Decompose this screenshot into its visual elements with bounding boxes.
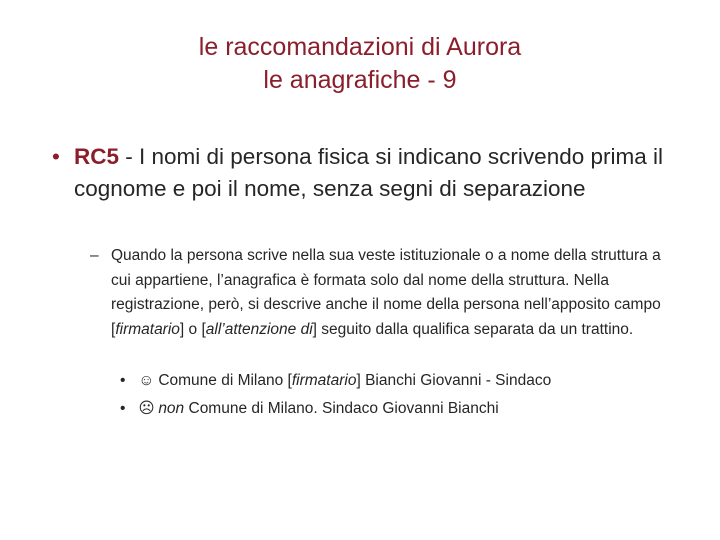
title-line-1: le raccomandazioni di Aurora [198,33,522,61]
example-correct-pre: Comune di Milano [ [158,372,292,389]
note-text-c: ] seguito dalla qualifica separata da un trattino. [312,320,634,338]
slide-title [0,31,720,97]
note-text-a: Quando la persona scrive nella sua veste istituzionale o a nome della struttura a cui appartiene, l’anagrafica è formata solo dal nome della struttura. Nella registrazione, però, si descrive anche il nome della persona nell’apposito campo [ [111,247,661,338]
example-wrong-italic: non [158,400,185,417]
example-correct [120,369,551,393]
example-wrong-post: Comune di Milano. Sindaco Giovanni Bianchi [184,400,499,417]
rule-text [74,141,692,205]
smiley-icon: ☺ [138,372,155,389]
bullet-icon: • [120,400,126,417]
note-attenzione: all’attenzione di [205,320,313,338]
rule-bullet [52,141,692,205]
example-correct-italic: firmatario [291,372,357,389]
title-line-2: le anagrafiche - 9 [263,66,457,94]
bullet-icon: • [120,372,126,389]
note-bullet [90,244,680,342]
dash-icon: – [90,247,99,264]
example-wrong [120,397,499,421]
frown-icon: ☹ [138,400,155,417]
rule-code: RC5 [74,144,120,169]
bullet-icon: • [52,144,60,169]
example-correct-post: ] Bianchi Giovanni - Sindaco [356,372,552,389]
note-firmatario: firmatario [115,320,180,338]
rule-description: - I nomi di persona fisica si indicano scrivendo prima il cognome e poi il nome, senza segni di separazione [74,144,663,201]
note-text [111,244,680,342]
note-text-b: ] o [ [179,320,206,338]
